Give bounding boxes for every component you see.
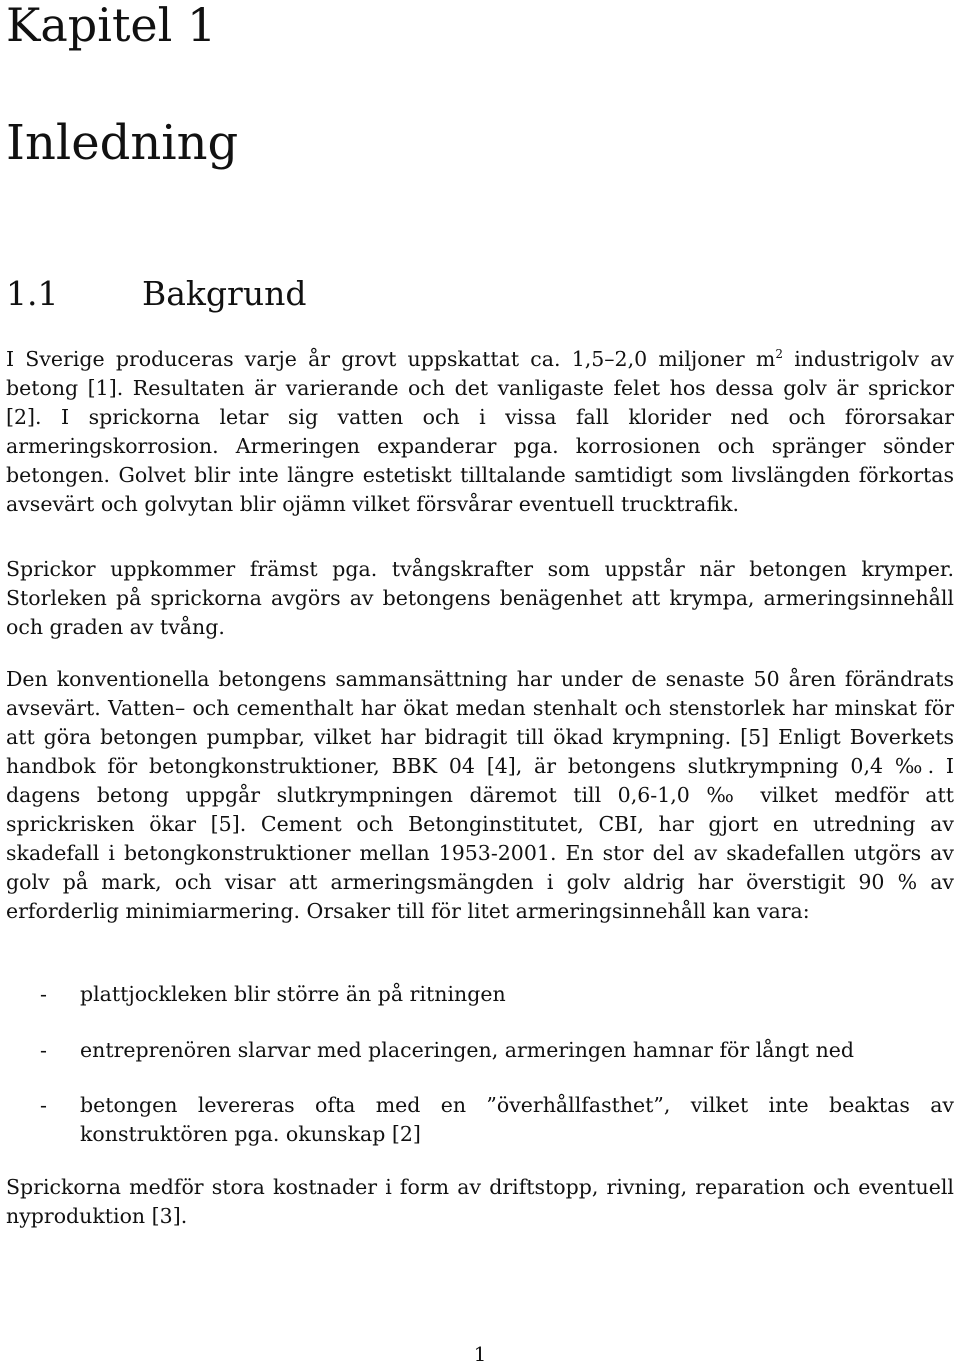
list-bullet: -: [40, 1093, 47, 1117]
paragraph-costs: Sprickorna medför stora kostnader i form av driftstopp, rivning, reparation och eventuell nyproduktion [3].: [6, 1175, 954, 1228]
paragraph-cracks-cause: Sprickor uppkommer främst pga. tvångskrafter som uppstår när betongen krymper. Storleken på sprickorna avgörs av betongens benägenhet att krympa, armeringsinnehåll och graden av tvång.: [6, 557, 954, 639]
list-item: [6, 1036, 954, 1065]
paragraph-text: industrigolv av betong [1]. Resultaten är varierande och det vanligaste felet hos dessa golv är sprickor [2]. I sprickorna letar sig vatten och i vissa fall klorider ned och förorsakar armeringskorrosion. Armeringen expanderar pga. korrosionen och spränger sönder betongen. Golvet blir inte längre estetiskt tilltalande samtidigt som livslängden förkortas avsevärt och golvytan blir ojämn vilket försvårar eventuell trucktrafik.: [6, 347, 955, 516]
list-item: [6, 980, 954, 1009]
section-heading: [6, 276, 306, 312]
list-item: [6, 1091, 954, 1149]
paragraph-text: I Sverige produceras varje år grovt uppskattat ca. 1,5–2,0 miljoner m: [6, 347, 776, 371]
document-page: [6, 0, 954, 1367]
list-item-text: entreprenören slarvar med placeringen, armeringen hamnar för långt ned: [80, 1038, 855, 1062]
section-title: Bakgrund: [142, 274, 307, 313]
list-item-text: betongen levereras ofta med en ”överhållfasthet”, vilket inte beaktas av konstruktören pga. okunskap [2]: [80, 1093, 954, 1146]
list-item-text: plattjockleken blir större än på ritningen: [80, 982, 506, 1006]
chapter-title: Inledning: [6, 115, 239, 171]
paragraph-background-intro: [6, 345, 954, 519]
section-number: 1.1: [6, 274, 59, 313]
chapter-label: Kapitel 1: [6, 0, 217, 52]
page-number: 1: [473, 1342, 487, 1366]
list-bullet: -: [40, 1038, 47, 1062]
paragraph-concrete-composition: Den konventionella betongens sammansättning har under de senaste 50 åren förändrats avsevärt. Vatten– och cementhalt har ökat medan stenhalt och stenstorlek har minskat för att göra betongen pumpbar, vilket har bidragit till ökad krympning. [5] Enligt Boverkets handbok för betongkonstruktioner, BBK 04 [4], är betongens slutkrympning 0,4 ‰. I dagens betong uppgår slutkrympningen däremot till 0,6-1,0 ‰ vilket medför att sprickrisken ökar [5]. Cement och Betonginstitutet, CBI, har gjort en utredning av skadefall i betongkonstruktioner mellan 1953-2001. En stor del av skadefallen utgörs av golv på mark, och visar att armeringsmängden i golv aldrig har överstigit 90 % av erforderlig minimiarmering. Orsaker till för litet armeringsinnehåll kan vara:: [6, 667, 954, 923]
superscript-exponent: 2: [775, 347, 784, 362]
list-bullet: -: [40, 982, 47, 1006]
